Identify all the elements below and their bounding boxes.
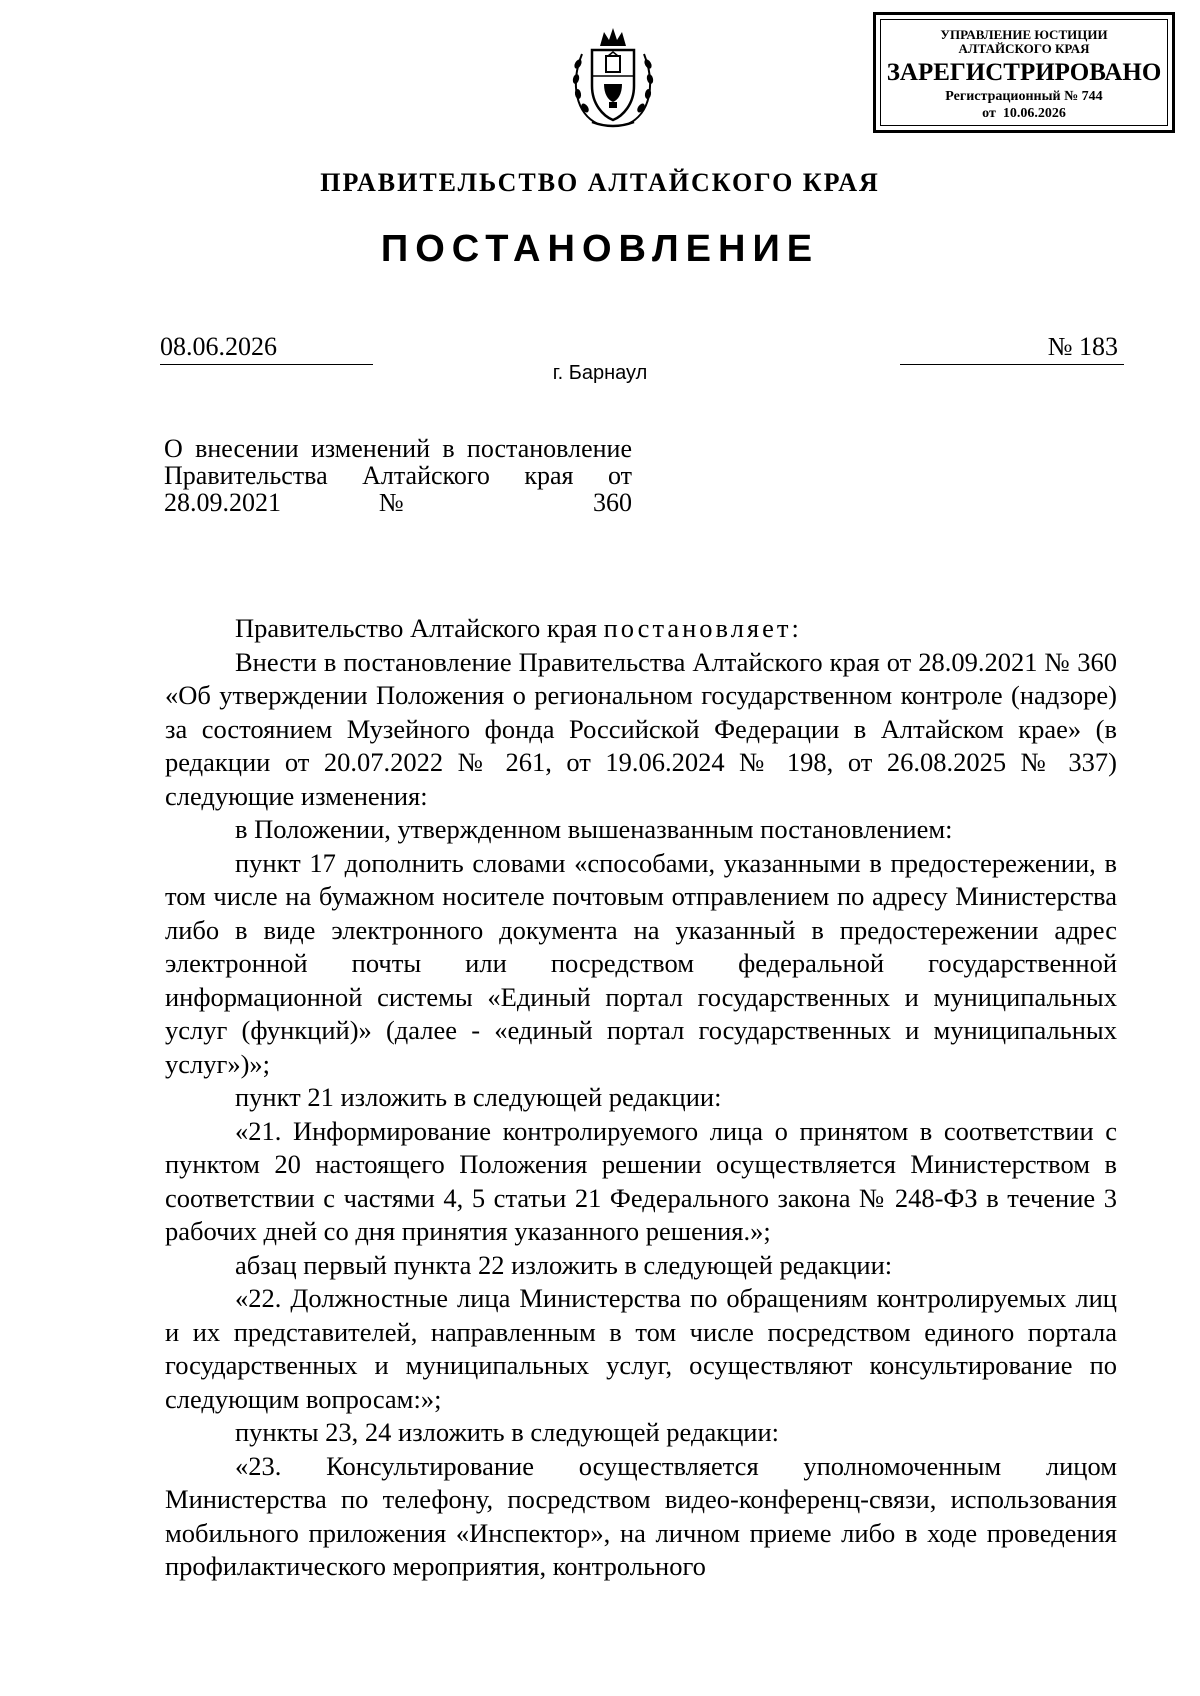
document-subject: О внесении изменений в постановление Правительства Алтайского края от 28.09.2021 № 360 xyxy=(164,434,632,517)
body-paragraph: Внести в постановление Правительства Алтайского края от 28.09.2021 № 360 «Об утверждении Положения о региональном государственном контроле (надзоре) за состоянием Музейного фонда Российской Федерации в Алтайском крае» (в редакции от 20.07.2022 № 261, от 19.06.2024 № 198, от 26.08.2025 № 337) следующие изменения: xyxy=(165,646,1117,811)
stamp-status: ЗАРЕГИСТРИРОВАНО xyxy=(886,59,1162,86)
document-number: № 183 xyxy=(900,330,1124,365)
registration-stamp xyxy=(873,12,1175,133)
body-paragraph: «23. Консультирование осуществляется уполномоченным лицом Министерства по телефону, посредством видео-конференц-связи, использования мобильного приложения «Инспектор», на личном приеме либо в ходе проведения профилактического мероприятия, контрольного xyxy=(165,1450,1117,1581)
body-intro xyxy=(165,612,1117,646)
government-title: ПРАВИТЕЛЬСТВО АЛТАЙСКОГО КРАЯ xyxy=(320,168,880,197)
registration-stamp-frame xyxy=(880,19,1168,126)
stamp-reg-date: от 10.06.2026 xyxy=(982,106,1066,121)
intro-verb: постановляет xyxy=(603,613,792,643)
body-paragraph: пункты 23, 24 изложить в следующей редакции: xyxy=(235,1417,780,1447)
body-paragraph: «21. Информирование контролируемого лица о принятом в соответствии с пунктом 20 настоящего Положения решении осуществляется Министерством в соответствии с частями 4, 5 статьи 21 Федерального закона № 248-ФЗ в течение 3 рабочих дней со дня принятия указанного решения.»; xyxy=(165,1115,1117,1246)
document-date: 08.06.2026 xyxy=(160,330,373,365)
body-paragraph: абзац первый пункта 22 изложить в следующей редакции: xyxy=(235,1249,893,1280)
body-paragraph: в Положении, утвержденном вышеназванным постановлением: xyxy=(235,814,953,844)
coat-of-arms-icon xyxy=(568,24,658,132)
stamp-reg-number: Регистрационный № 744 xyxy=(945,89,1103,104)
stamp-org-line2: АЛТАЙСКОГО КРАЯ xyxy=(958,41,1090,56)
stamp-org-line1: УПРАВЛЕНИЕ ЮСТИЦИИ xyxy=(940,27,1108,42)
body-paragraph: пункт 17 дополнить словами «способами, указанными в предостережении, в том числе на бумажном носителе почтовым отправлением по адресу Министерства либо в виде электронного документа на указанный в предостережении адрес электронной почты или посредством федеральной государственной информационной системы «Единый портал государственных и муниципальных услуг (функций)» (далее - «единый портал государственных и муниципальных услуг»)»; xyxy=(165,847,1117,1079)
intro-suffix: : xyxy=(791,613,799,643)
document-city: г. Барнаул xyxy=(552,362,648,384)
document-type-title: ПОСТАНОВЛЕНИЕ xyxy=(380,228,820,270)
document-body xyxy=(165,612,1117,1584)
body-paragraph: «22. Должностные лица Министерства по обращениям контролируемых лиц и их представителей, направленным в том числе посредством единого портала государственных и муниципальных услуг, осуществляют консультирование по следующим вопросам:»; xyxy=(165,1283,1117,1414)
body-paragraph: пункт 21 изложить в следующей редакции: xyxy=(235,1082,722,1112)
intro-prefix: Правительство Алтайского края xyxy=(235,613,604,643)
